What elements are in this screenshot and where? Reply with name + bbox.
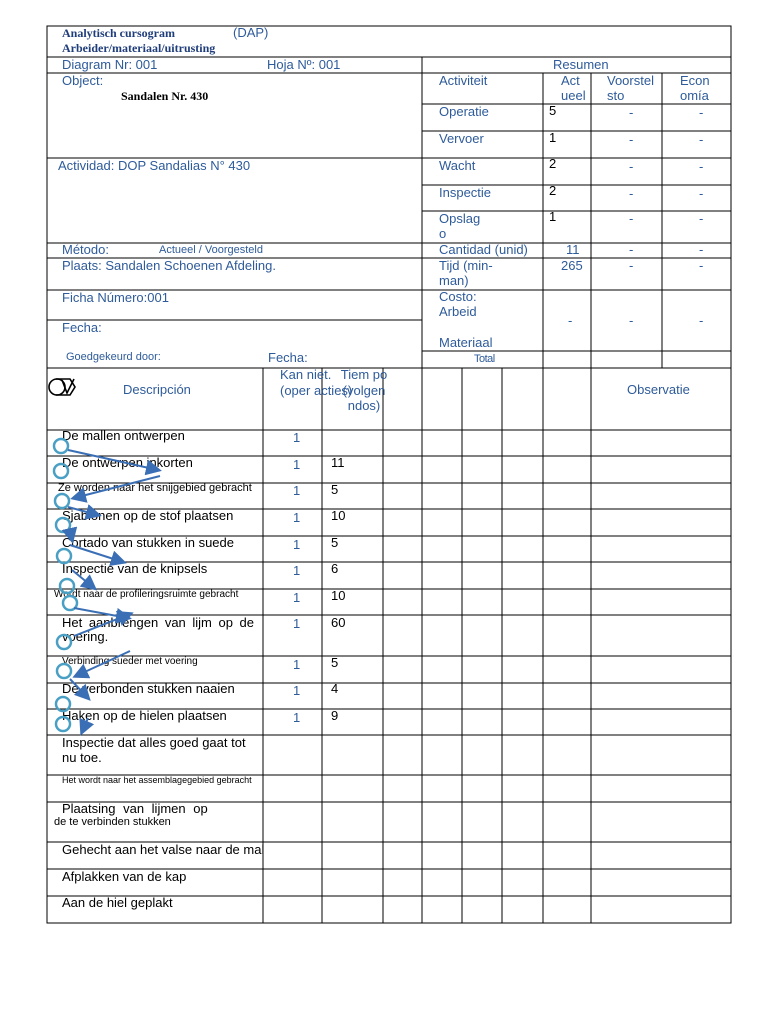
summary-saving: - xyxy=(699,242,704,257)
operation-circle-icon xyxy=(54,439,68,453)
summary-saving: - xyxy=(699,186,704,201)
row-description: Plaatsing van lijmen op xyxy=(62,801,208,816)
summary-saving: - xyxy=(699,211,704,226)
summary-saving: - xyxy=(699,105,704,120)
row-time: 9 xyxy=(331,708,339,723)
summary-current: 1 xyxy=(549,209,557,224)
row-operations: 1 xyxy=(293,430,301,445)
row-description: De mallen ontwerpen xyxy=(62,428,185,443)
operation-circle-icon xyxy=(57,635,71,649)
summary-label: Opslag o xyxy=(439,211,481,241)
flow-arrow-icon xyxy=(72,570,94,588)
method-label: Método: xyxy=(62,242,109,257)
place-field: Plaats: Sandalen Schoenen Afdeling. xyxy=(62,258,276,273)
row-operations: 1 xyxy=(293,457,301,472)
row-operations: 1 xyxy=(293,483,301,498)
summary-current: 2 xyxy=(549,183,557,198)
cost-label: Costo: xyxy=(439,289,477,304)
summary-label: Vervoer xyxy=(439,131,484,146)
row-operations: 1 xyxy=(293,590,301,605)
flow-arrow-icon xyxy=(70,679,88,698)
row-description: Gehecht aan het valse naar de mal xyxy=(62,842,265,857)
row-operations: 1 xyxy=(293,510,301,525)
row-description: Ze worden naar het snijgebied gebracht xyxy=(58,482,252,494)
row-description: Wordt naar de profileringsruimte gebracht xyxy=(54,589,239,600)
flow-arrow-icon xyxy=(74,608,128,618)
summary-label: Tijd (min-man) xyxy=(439,258,493,288)
row-time: 4 xyxy=(331,681,339,696)
labor-label: Arbeid xyxy=(439,304,477,319)
row-time: 5 xyxy=(331,655,339,670)
row-time: 10 xyxy=(331,508,346,523)
sheet-id-field: Ficha Número:001 xyxy=(62,290,169,305)
col-operations: Kan niet. (oper acties) xyxy=(280,367,353,398)
date-field: Fecha: xyxy=(62,320,102,335)
summary-label: Wacht xyxy=(439,158,476,173)
summary-col-current: Act ueel xyxy=(561,73,586,103)
summary-current: 5 xyxy=(549,103,557,118)
diagram-number: Diagram Nr: 001 xyxy=(62,57,158,72)
row-time: 5 xyxy=(331,482,339,497)
row-time: 6 xyxy=(331,561,339,576)
operation-circle-icon xyxy=(60,579,74,593)
col-description: Descripción xyxy=(123,382,191,397)
row-description: Cortado van stukken in suede xyxy=(62,535,234,550)
row-time: 60 xyxy=(331,615,346,630)
row-time: 5 xyxy=(331,535,339,550)
row-operations: 1 xyxy=(293,537,301,552)
summary-proposed: - xyxy=(629,242,634,257)
operation-circle-icon xyxy=(56,717,70,731)
flow-arrow-icon xyxy=(70,531,72,540)
row-description: Inspectie dat alles goed gaat tot nu toe. xyxy=(62,735,246,765)
col-observation: Observatie xyxy=(627,382,690,397)
flow-arrow-icon xyxy=(68,507,98,515)
sheet-number: Hoja Nº: 001 xyxy=(267,57,341,72)
summary-label: Cantidad (unid) xyxy=(439,242,528,257)
row-description: De ontwerpen inkorten xyxy=(62,455,193,470)
summary-col-activity: Activiteit xyxy=(439,73,488,88)
summary-saving: - xyxy=(699,132,704,147)
summary-proposed: - xyxy=(629,159,634,174)
flow-arrow-icon xyxy=(74,476,160,498)
form-title: Analytisch cursogram xyxy=(62,26,175,40)
row-description: Het aanbrengen van lijm op de voering. xyxy=(62,615,254,644)
approved-by-field: Goedgekeurd door: xyxy=(66,351,161,363)
flow-arrow-icon xyxy=(76,651,130,676)
cost-current: - xyxy=(568,313,573,328)
row-operations: 1 xyxy=(293,710,301,725)
row-description: Haken op de hielen plaatsen xyxy=(62,708,227,723)
row-operations: 1 xyxy=(293,563,301,578)
row-description: Verbinding sueder met voering xyxy=(62,656,198,667)
flow-arrow-icon xyxy=(82,718,88,732)
row-description: De verbonden stukken naaien xyxy=(62,681,235,696)
approval-date-field: Fecha: xyxy=(268,350,308,365)
summary-col-proposed: Voorstel sto xyxy=(607,73,654,103)
form-subtitle: Arbeider/materiaal/uitrusting xyxy=(62,41,216,55)
summary-proposed: - xyxy=(629,186,634,201)
summary-saving: - xyxy=(699,159,704,174)
summary-proposed: - xyxy=(629,132,634,147)
row-time: 10 xyxy=(331,588,346,603)
object-value: Sandalen Nr. 430 xyxy=(121,89,209,103)
flow-arrow-icon xyxy=(74,614,130,636)
operation-circle-icon xyxy=(57,664,71,678)
row-operations: 1 xyxy=(293,683,301,698)
row-description: Sjablonen op de stof plaatsen xyxy=(62,508,234,523)
operation-circle-icon xyxy=(55,494,69,508)
flow-arrow-icon xyxy=(68,450,158,470)
material-label: Materiaal xyxy=(439,335,493,350)
row-description: Afplakken van de kap xyxy=(62,869,187,884)
activity-field: Actividad: DOP Sandalias N° 430 xyxy=(58,158,251,173)
row-operations: 1 xyxy=(293,657,301,672)
operation-circle-icon xyxy=(56,518,70,532)
method-value: Actueel / Voorgesteld xyxy=(159,244,263,256)
cost-saving: - xyxy=(699,313,704,328)
summary-col-saving: Econ omía xyxy=(680,73,710,103)
summary-heading: Resumen xyxy=(553,57,609,72)
summary-current: 11 xyxy=(566,242,580,257)
summary-proposed: - xyxy=(629,211,634,226)
row-description: Aan de hiel geplakt xyxy=(62,895,173,910)
summary-label: Operatie xyxy=(439,104,489,119)
summary-proposed: - xyxy=(629,258,634,273)
summary-current: 2 xyxy=(549,156,557,171)
operation-circle-icon xyxy=(54,464,68,478)
col-time: Tiem po (volgen ndos) xyxy=(340,367,388,413)
row-description-continued: de te verbinden stukken xyxy=(54,816,171,828)
summary-current: 1 xyxy=(549,130,557,145)
operation-circle-icon xyxy=(56,697,70,711)
summary-label: Inspectie xyxy=(439,185,492,200)
row-description: Het wordt naar het assemblagegebied gebracht xyxy=(62,775,252,785)
row-description: Inspectie van de knipsels xyxy=(62,561,208,576)
summary-proposed: - xyxy=(629,105,634,120)
summary-current: 265 xyxy=(561,258,583,273)
flow-arrow-icon xyxy=(70,545,123,562)
object-label: Object: xyxy=(62,73,104,88)
row-operations: 1 xyxy=(293,616,301,631)
total-label: Total xyxy=(474,353,495,365)
operation-circle-icon xyxy=(57,549,71,563)
summary-saving: - xyxy=(699,258,704,273)
cost-proposed: - xyxy=(629,313,634,328)
form-type: (DAP) xyxy=(233,25,269,40)
row-time: 11 xyxy=(331,455,345,470)
